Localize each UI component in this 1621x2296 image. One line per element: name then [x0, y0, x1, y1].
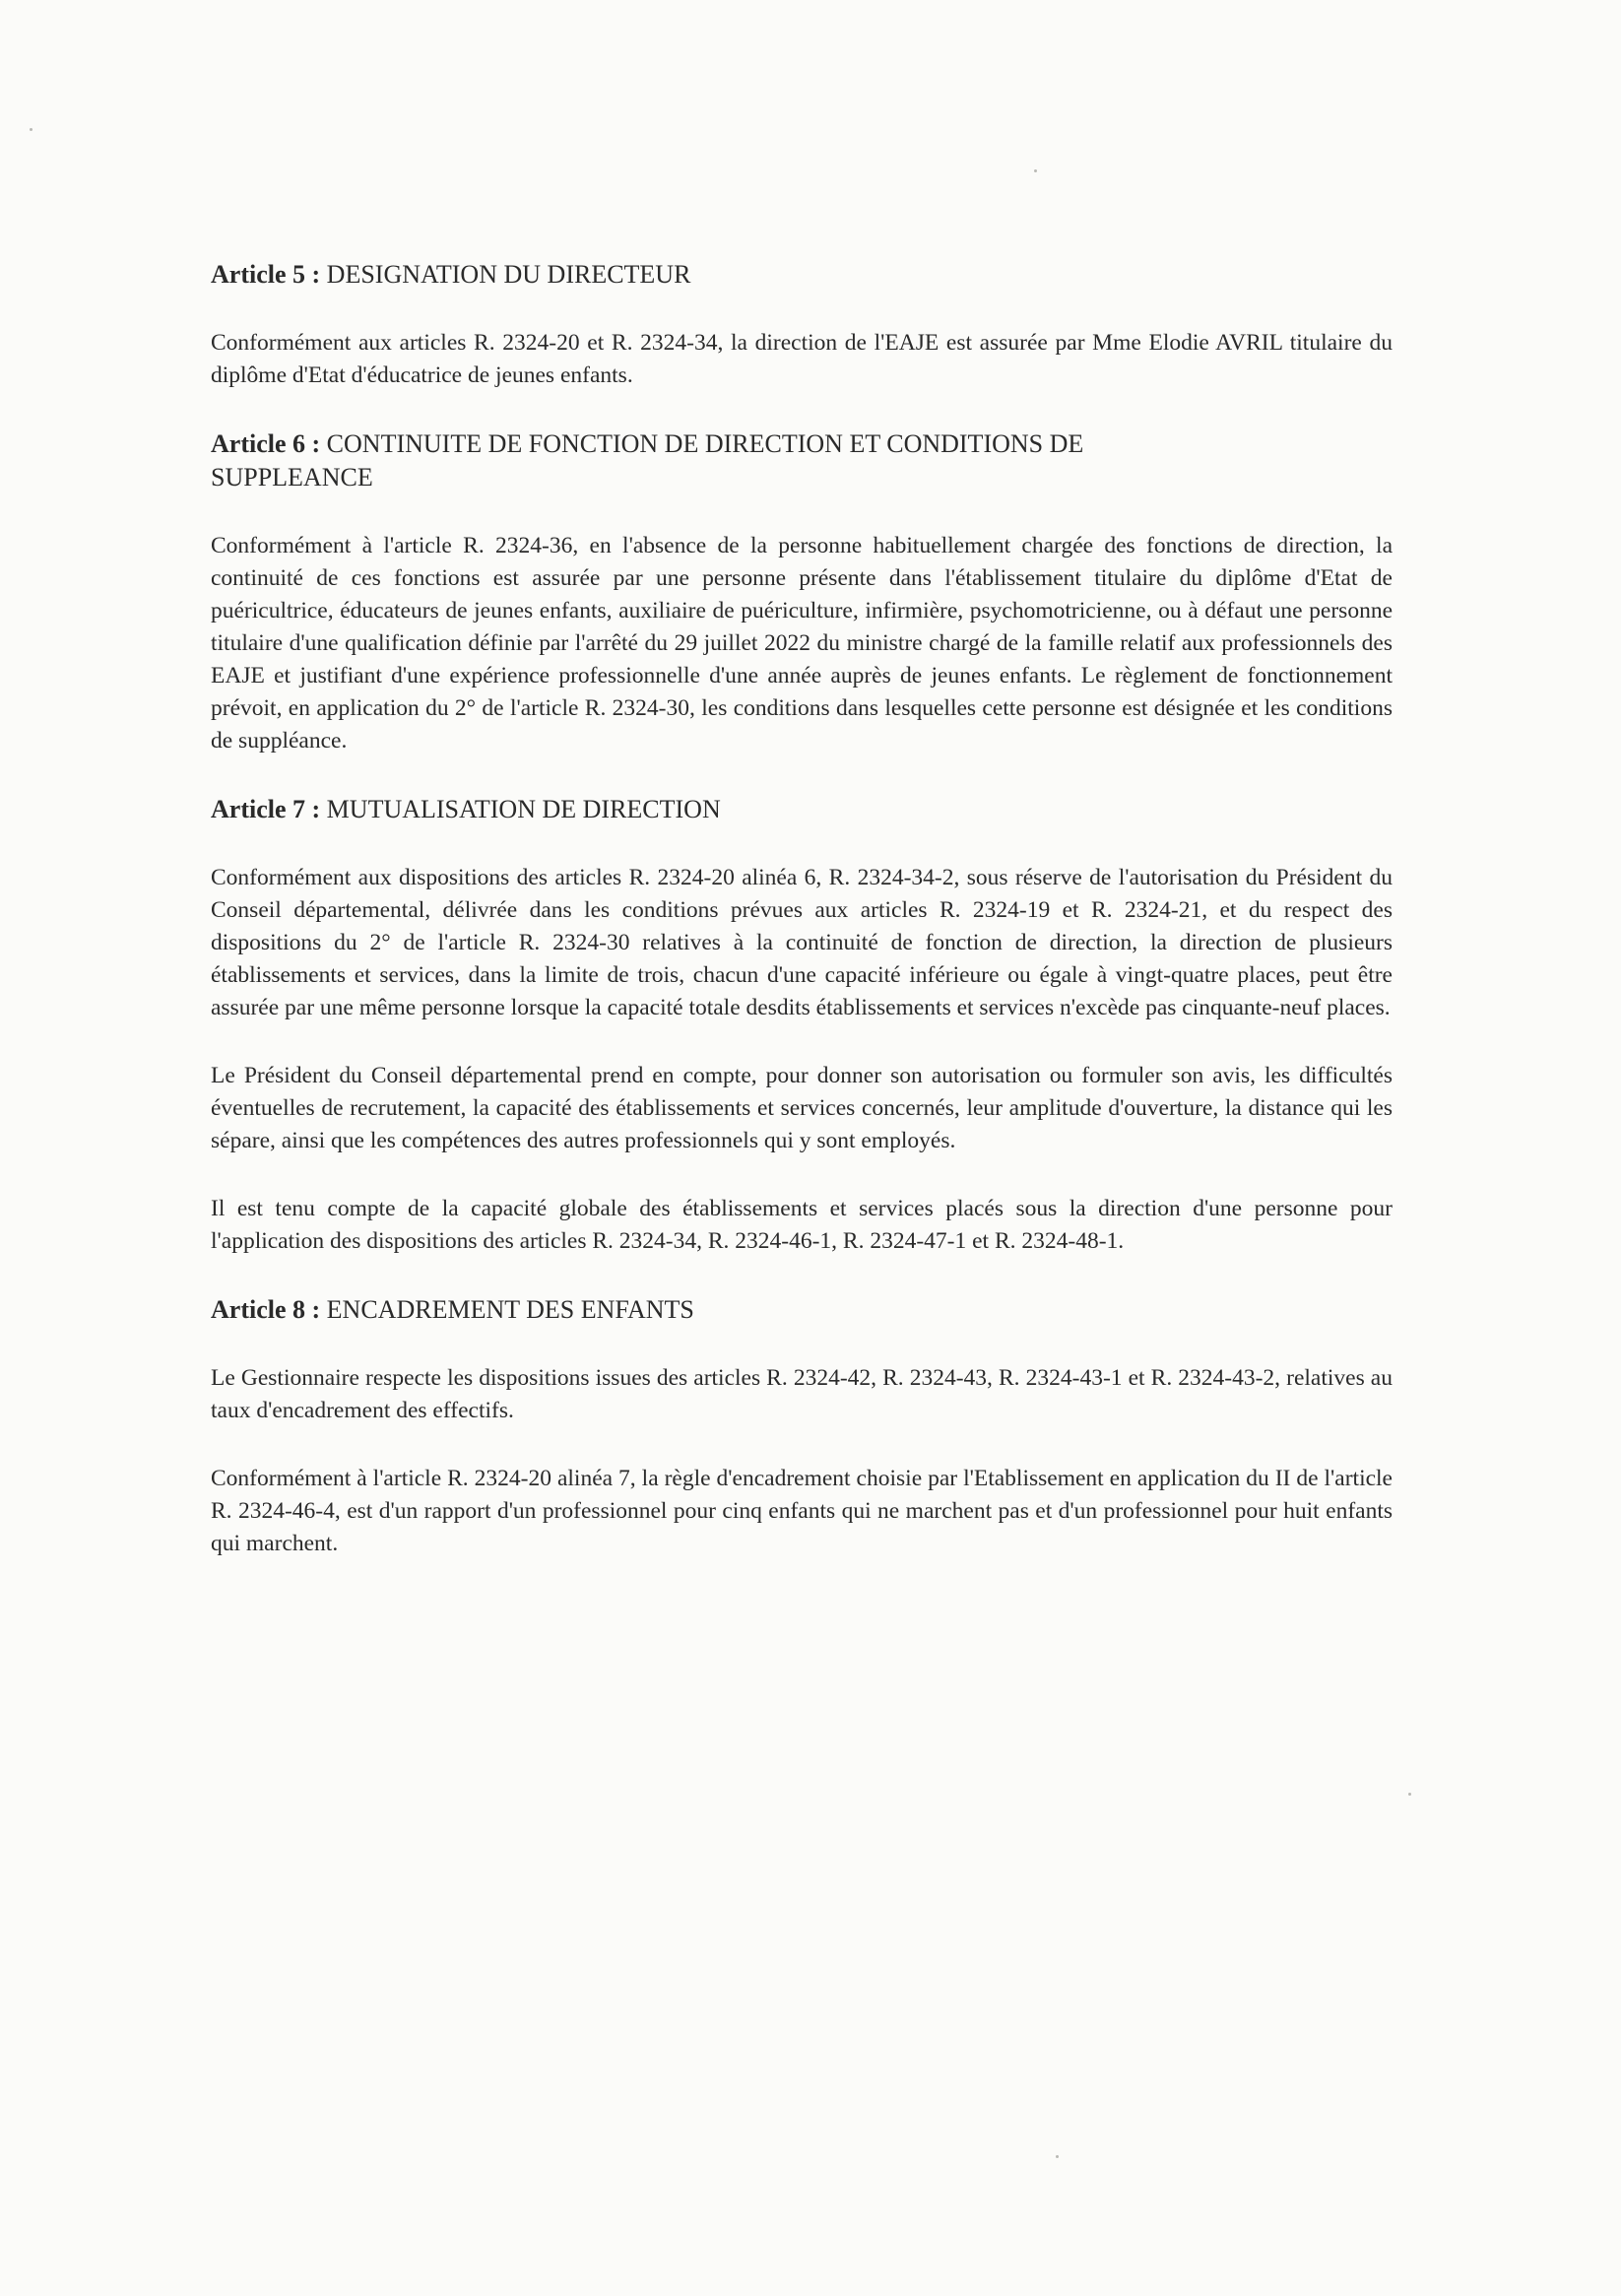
scan-speck — [1056, 2155, 1059, 2158]
article-6 — [211, 427, 1393, 757]
article-label: Article 5 : — [211, 260, 321, 289]
article-heading — [211, 258, 1393, 292]
article-heading — [211, 1293, 1393, 1327]
article-paragraph: Conformément à l'article R. 2324-36, en l'absence de la personne habituellement chargée des fonctions de direction, la continuité de ces fonctions est assurée par une personne présente dans l'établissement titulaire du diplôme d'Etat de puéricultrice, éducateurs de jeunes enfants, auxiliaire de puériculture, infirmière, psychomotricienne, ou à défaut une personne titulaire d'une qualification définie par l'arrêté du 29 juillet 2022 du ministre chargé de la famille relatif aux professionnels des EAJE et justifiant d'une expérience professionnelle d'une année auprès de jeunes enfants. Le règlement de fonctionnement prévoit, en application du 2° de l'article R. 2324-30, les conditions dans lesquelles cette personne est désignée et les conditions de suppléance. — [211, 533, 1393, 754]
article-title: ENCADREMENT DES ENFANTS — [326, 1295, 694, 1324]
article-title: DESIGNATION DU DIRECTEUR — [326, 260, 691, 289]
scan-speck — [1034, 169, 1037, 172]
article-paragraph: Conformément aux articles R. 2324-20 et R. 2324-34, la direction de l'EAJE est assurée par Mme Elodie AVRIL titulaire du diplôme d'Etat d'éducatrice de jeunes enfants. — [211, 330, 1393, 388]
article-title: MUTUALISATION DE DIRECTION — [326, 795, 721, 823]
scan-speck — [1408, 1793, 1411, 1796]
document-page — [211, 258, 1393, 1596]
article-paragraph: Conformément à l'article R. 2324-20 alinéa 7, la règle d'encadrement choisie par l'Etablissement en application du II de l'article R. 2324-46-4, est d'un rapport d'un professionnel pour cinq enfants qui ne marchent pas et d'un professionnel pour huit enfants qui marchent. — [211, 1466, 1393, 1556]
article-8 — [211, 1293, 1393, 1560]
article-label: Article 6 : — [211, 429, 321, 458]
article-label: Article 8 : — [211, 1295, 321, 1324]
article-title: CONTINUITE DE FONCTION DE DIRECTION ET CONDITIONS DE SUPPLEANCE — [211, 429, 1084, 492]
article-paragraph: Il est tenu compte de la capacité globale des établissements et services placés sous la direction d'une personne pour l'application des dispositions des articles R. 2324-34, R. 2324-46-1, R. 2324-47-1 et R. 2324-48-1. — [211, 1196, 1393, 1254]
article-paragraph: Le Président du Conseil départemental prend en compte, pour donner son autorisation ou formuler son avis, les difficultés éventuelles de recrutement, la capacité des établissements et services concernés, leur amplitude d'ouverture, la distance qui les sépare, ainsi que les compétences des autres professionnels qui y sont employés. — [211, 1063, 1393, 1153]
article-5 — [211, 258, 1393, 392]
article-heading — [211, 427, 1235, 494]
article-heading — [211, 793, 1393, 826]
scan-speck — [30, 128, 32, 131]
article-paragraph: Conformément aux dispositions des articles R. 2324-20 alinéa 6, R. 2324-34-2, sous réserve de l'autorisation du Président du Conseil départemental, délivrée dans les conditions prévues aux articles R. 2324-19 et R. 2324-21, et du respect des dispositions du 2° de l'article R. 2324-30 relatives à la continuité de fonction de direction, la direction de plusieurs établissements et services, dans la limite de trois, chacun d'une capacité inférieure ou égale à vingt-quatre places, peut être assurée par une même personne lorsque la capacité totale desdits établissements et services n'excède pas cinquante-neuf places. — [211, 865, 1393, 1020]
article-label: Article 7 : — [211, 795, 321, 823]
article-7 — [211, 793, 1393, 1258]
article-paragraph: Le Gestionnaire respecte les dispositions issues des articles R. 2324-42, R. 2324-43, R. 2324-43-1 et R. 2324-43-2, relatives au taux d'encadrement des effectifs. — [211, 1365, 1393, 1423]
